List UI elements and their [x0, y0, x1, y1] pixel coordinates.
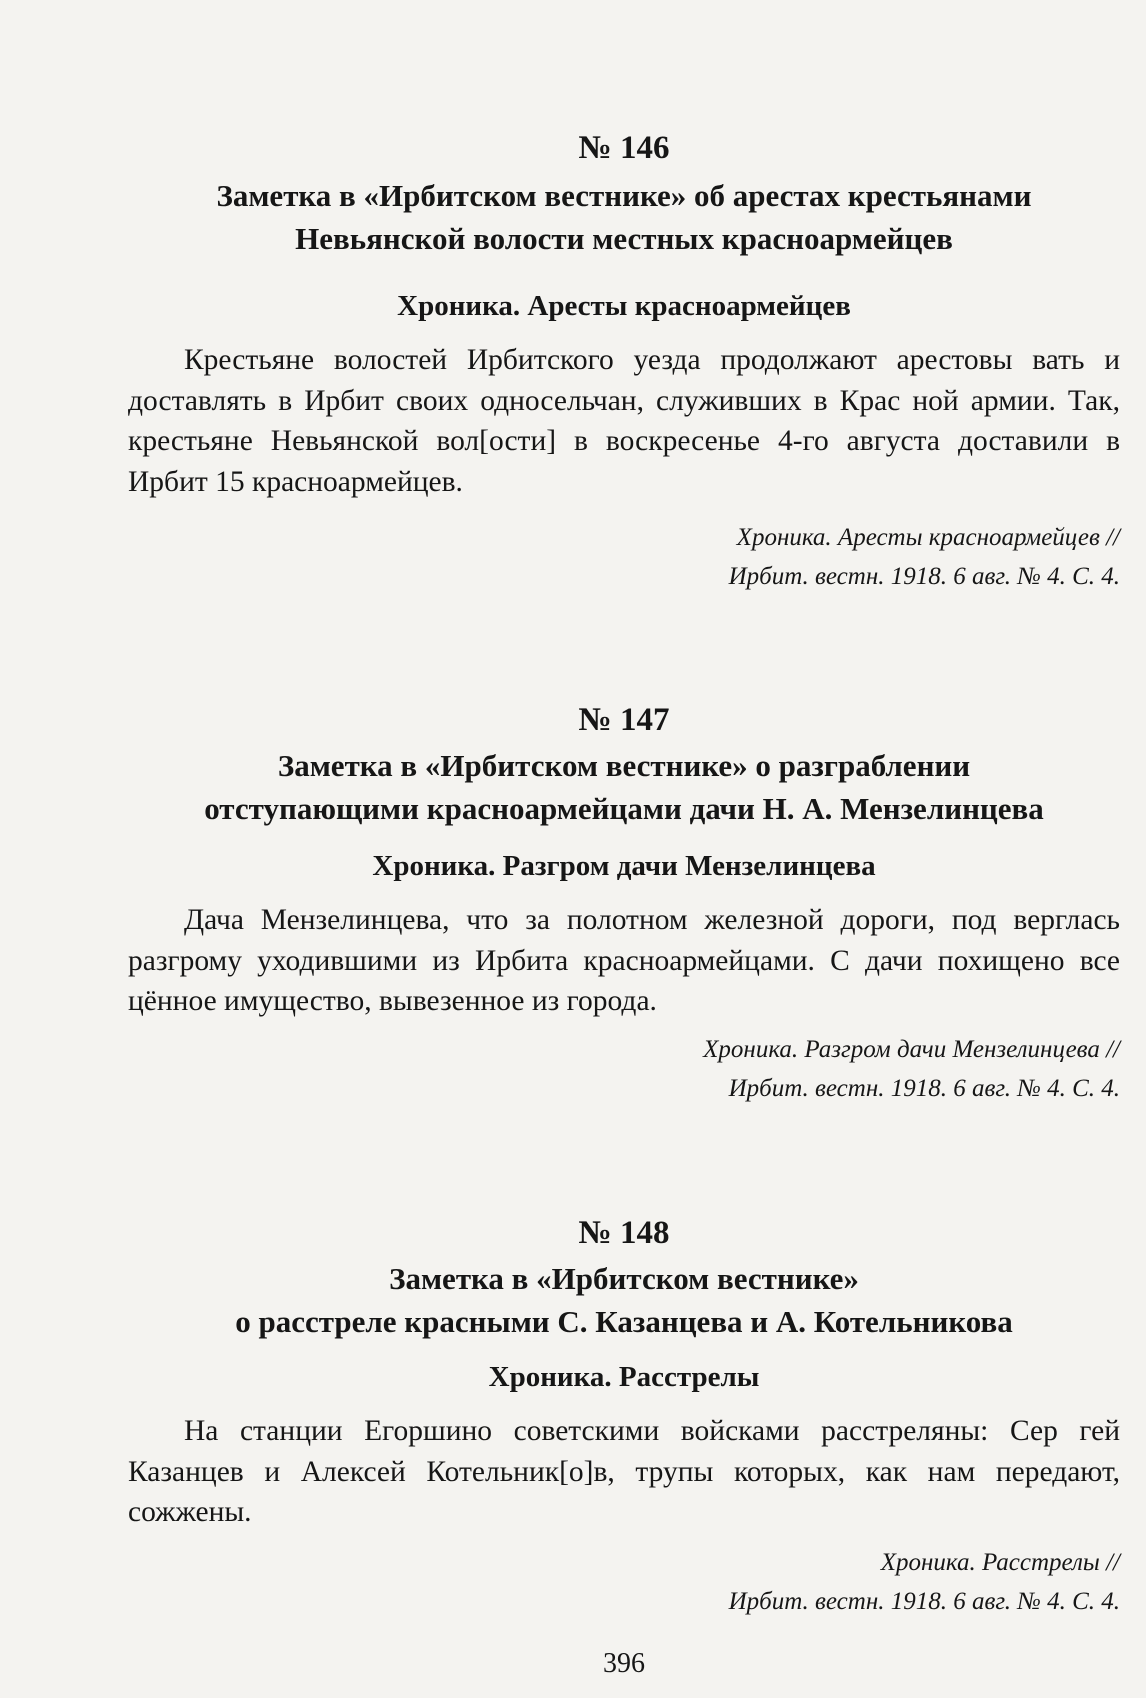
title-line: Заметка в «Ирбитском вестнике»	[389, 1261, 859, 1296]
title-line: Заметка в «Ирбитском вестнике» о разграблении	[277, 748, 971, 783]
title-line: о расстреле красными С. Казанцева и А. Котельникова	[235, 1304, 1013, 1339]
body-line: ной армии. Так, крестьяне Невьянской вол[ости] в воскресенье	[128, 384, 1120, 457]
body-line: Крестьяне волостей Ирбитского уезда продолжают арестовы	[184, 344, 1013, 376]
document-page	[128, 0, 1120, 1698]
document-title	[128, 744, 1120, 830]
body-line: вать и доставлять в Ирбит своих односельчан, служивших в Крас	[128, 344, 1120, 417]
body-text	[128, 340, 1120, 502]
document-title	[128, 1257, 1120, 1343]
body-line: гей Казанцев и Алексей Котельник[о]в, трупы которых, как нам	[128, 1415, 1121, 1488]
document-148	[128, 1213, 1120, 1621]
source-citation	[128, 1030, 1120, 1108]
document-147	[128, 700, 1120, 1108]
section-heading: Хроника. Аресты красноармейцев	[397, 290, 851, 322]
document-title	[128, 174, 1120, 260]
body-text	[128, 900, 1120, 1022]
body-line: верглась разгрому уходившими из Ирбита красноармейцами. С дачи	[128, 904, 1120, 977]
title-line: отступающими красноармейцами дачи Н. А. Мензелинцева	[204, 791, 1044, 826]
citation-line: Ирбит. вестн. 1918. 6 авг. № 4. С. 4.	[728, 1587, 1120, 1615]
source-citation	[128, 518, 1120, 596]
section-heading: Хроника. Расстрелы	[488, 1361, 760, 1393]
title-line: Заметка в «Ирбитском вестнике» об арестах крестьянами	[216, 178, 1032, 213]
document-number: № 146	[578, 130, 670, 166]
title-line: Невьянской волости местных красноармейцев	[295, 221, 953, 256]
citation-line: Хроника. Аресты красноармейцев //	[736, 524, 1120, 551]
page-number: 396	[603, 1648, 645, 1679]
citation-line: Хроника. Разгром дачи Мензелинцева //	[703, 1035, 1120, 1063]
document-number: № 148	[578, 1215, 670, 1251]
body-line: передают, сожжены.	[128, 1455, 1120, 1528]
citation-line: Хроника. Расстрелы //	[880, 1548, 1120, 1576]
body-line: Дача Мензелинцева, что за полотном железной дороги, под	[184, 904, 997, 936]
body-text	[128, 1411, 1120, 1533]
citation-line: Ирбит. вестн. 1918. 6 авг. № 4. С. 4.	[728, 1074, 1120, 1102]
section-heading: Хроника. Разгром дачи Мензелинцева	[372, 850, 876, 882]
document-146	[128, 128, 1120, 596]
body-line: 4-го августа доставили в Ирбит 15 красноармейцев.	[128, 425, 1121, 498]
source-citation	[128, 1543, 1120, 1621]
body-line: На станции Егоршино советскими войсками расстреляны: Сер	[184, 1415, 1058, 1447]
document-number: № 147	[578, 702, 670, 738]
citation-line: Ирбит. вестн. 1918. 6 авг. № 4. С. 4.	[728, 563, 1120, 590]
body-line: похищено все цённое имущество, вывезенное из города.	[128, 944, 1121, 1017]
